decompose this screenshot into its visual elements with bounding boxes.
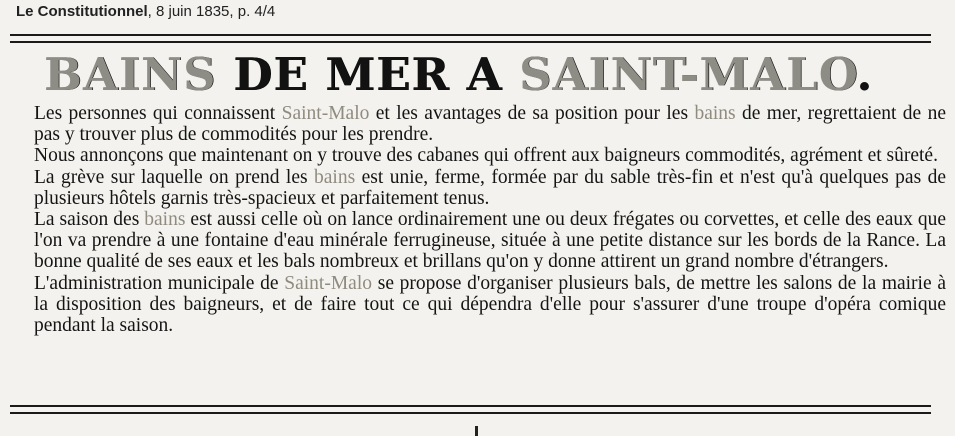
text-run: Nous annonçons que maintenant on y trouve des cabanes qui offrent aux baigneurs commodités, agrément et sûreté. — [34, 145, 938, 167]
text-run: Les personnes qui connaissent — [34, 103, 282, 124]
image-caption — [16, 2, 275, 22]
search-highlight: bains — [314, 166, 356, 188]
text-run: La saison des — [34, 209, 145, 231]
top-double-rule — [10, 34, 931, 43]
article-body — [34, 103, 946, 336]
bottom-double-rule — [10, 405, 931, 414]
search-highlight: bains — [694, 103, 736, 124]
text-run: et les avantages de sa position pour les — [369, 103, 695, 124]
issue-details: , 8 juin 1835, p. 4/4 — [147, 3, 276, 20]
headline-bains: BAINS — [44, 48, 217, 101]
search-highlight: bains — [144, 209, 186, 231]
text-run: se propose d'organiser plusieurs bals, de mettre les salons de la mairie à la disposition des baigneurs, et de faire tout ce qui dépendra d'elle pour s'assurer d'une troupe d'opéra comique pendant la saison. — [34, 272, 946, 337]
column-divider — [475, 426, 478, 436]
paragraph-5 — [34, 273, 946, 337]
paragraph-2 — [34, 145, 946, 166]
text-run: L'administration municipale de — [34, 272, 285, 294]
paragraph-4 — [34, 209, 946, 273]
text-run: est unie, ferme, formée par du sable très-fin et n'est qu'à quelques pas de plusieurs hôtels garnis très-spacieux et parfaitement tenus. — [34, 166, 947, 209]
paragraph-1 — [34, 103, 946, 145]
paragraph-3 — [34, 167, 946, 209]
text-run: La grève sur laquelle on prend les — [34, 166, 314, 188]
text-run: est aussi celle où on lance ordinairement une ou deux frégates ou corvettes, et celle des eaux que l'on va prendre à une fontaine d'eau minérale ferrugineuse, située à une petite distance sur les bords de la Rance. La bonne qualité de ses eaux et les bals nombreux et brillans qu'on y donne attirent un grand nombre d'étrangers. — [34, 209, 946, 273]
text-run: de mer, regrettaient de ne pas y trouver plus de commodités pour les prendre. — [34, 103, 946, 146]
headline-de-mer-a: DE MER A — [216, 48, 520, 101]
headline-saint-malo: SAINT-MALO — [519, 48, 857, 101]
article-headline — [44, 46, 924, 104]
newspaper-name: Le Constitutionnel — [16, 3, 148, 20]
search-highlight: Saint-Malo — [284, 272, 373, 294]
search-highlight: Saint-Malo — [281, 103, 370, 124]
headline-period: . — [856, 48, 873, 101]
